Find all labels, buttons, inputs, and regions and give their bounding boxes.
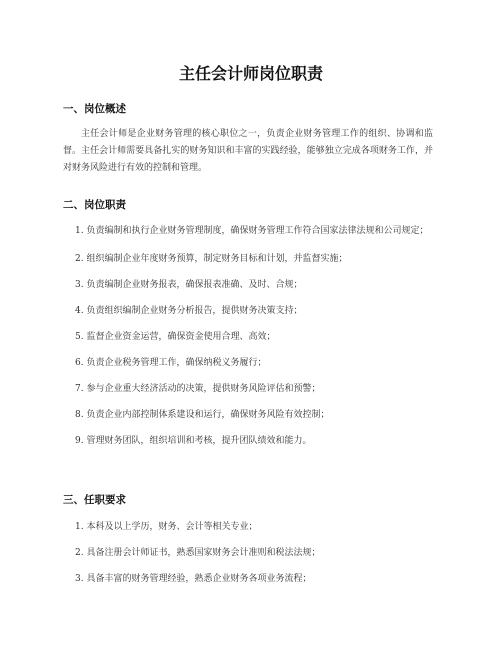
list-item: 8. 负责企业内部控制体系建设和运行，确保财务风险有效控制； xyxy=(75,410,330,420)
list-item: 2. 具备注册会计师证书，熟悉国家财务会计准则和税法法规； xyxy=(75,548,321,558)
list-item: 5. 监督企业资金运营，确保资金使用合理、高效； xyxy=(75,332,276,342)
section-heading: 一、岗位概述 xyxy=(63,103,126,115)
section-heading: 二、岗位职责 xyxy=(63,199,126,211)
list-item: 4. 负责组织编制企业财务分析报告，提供财务决策支持； xyxy=(75,306,303,316)
list-item: 9. 管理财务团队，组织培训和考核，提升团队绩效和能力。 xyxy=(75,436,312,446)
section-requirements xyxy=(63,493,433,587)
list-item: 6. 负责企业税务管理工作，确保纳税义务履行； xyxy=(75,358,267,368)
list-item: 3. 负责编制企业财务报表，确保报表准确、及时、合规； xyxy=(75,280,303,290)
section-duties xyxy=(63,198,433,449)
list-item: 1. 负责编制和执行企业财务管理制度，确保财务管理工作符合国家法律法规和公司规定； xyxy=(75,226,429,236)
section-overview xyxy=(63,102,433,177)
list-item: 7. 参与企业重大经济活动的决策，提供财务风险评估和预警； xyxy=(75,384,321,394)
document-title: 主任会计师岗位职责 xyxy=(178,64,323,83)
list-item: 3. 具备丰富的财务管理经验，熟悉企业财务各项业务流程； xyxy=(75,574,312,584)
list-item: 1. 本科及以上学历，财务、会计等相关专业； xyxy=(75,522,258,532)
list-item: 2. 组织编制企业年度财务预算，制定财务目标和计划，并监督实施； xyxy=(75,254,348,264)
section-paragraph: 主任会计师是企业财务管理的核心职位之一，负责企业财务管理工作的组织、协调和监督。主任会计师需要具备扎实的财务知识和丰富的实践经验，能够独立完成各项财务工作，并对财务风险进行有效的控制和管理。 xyxy=(63,129,433,173)
section-heading: 三、任职要求 xyxy=(63,494,126,506)
